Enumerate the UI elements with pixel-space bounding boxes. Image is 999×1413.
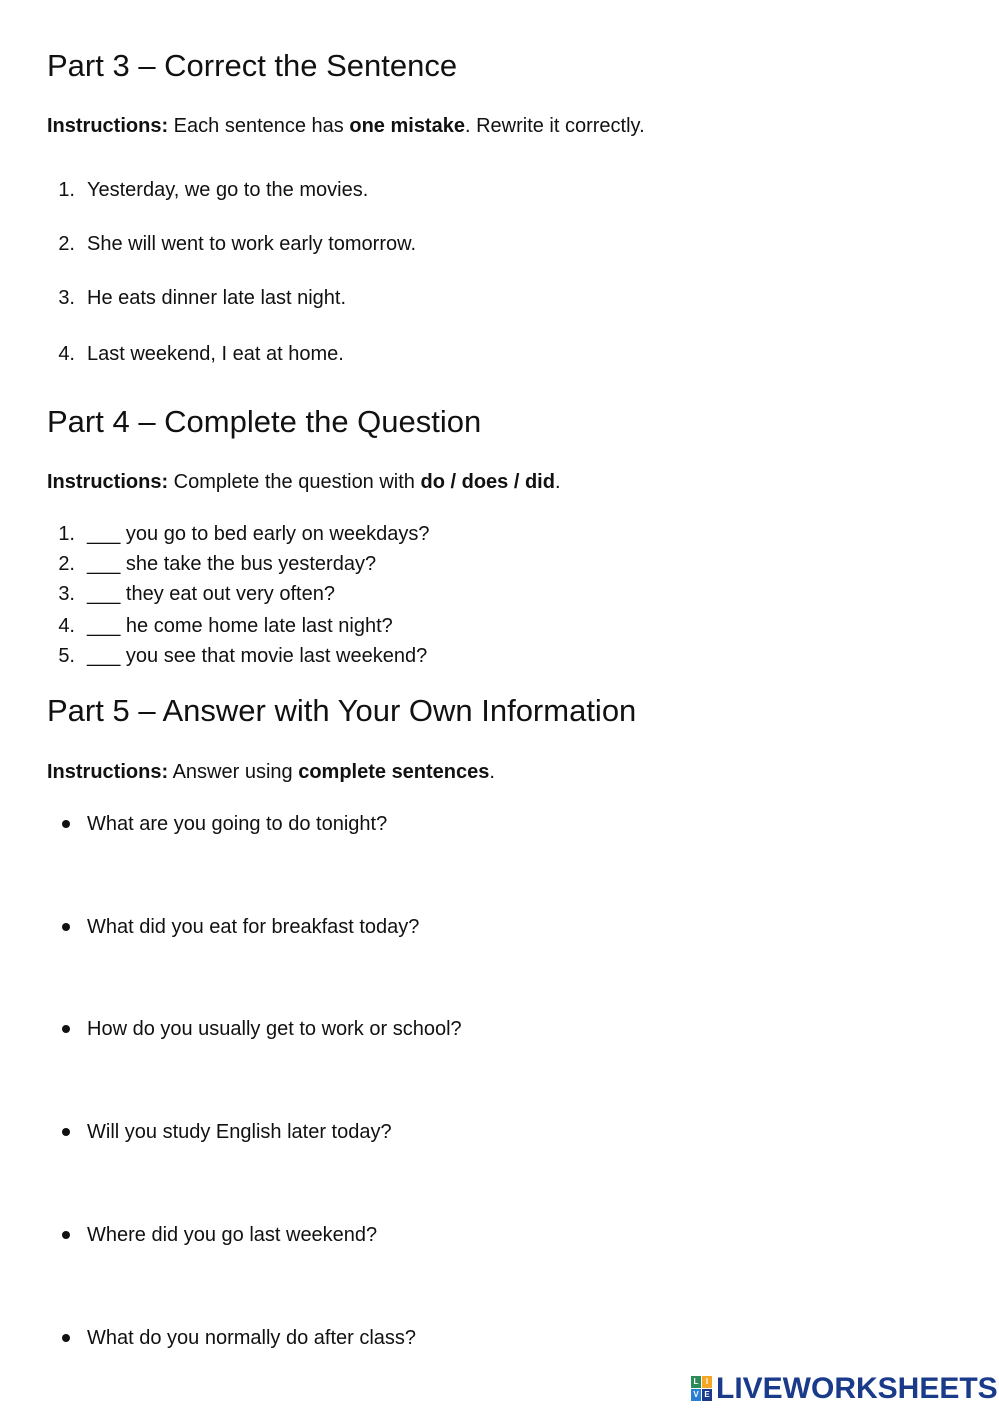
- part3-instructions-emphasis: one mistake: [349, 115, 465, 137]
- part3-instructions-post: . Rewrite it correctly.: [464, 115, 645, 137]
- part5-question: Will you study English later today?: [87, 1121, 392, 1143]
- bullet-icon: [62, 1231, 70, 1239]
- part4-item-text: ___ he come home late last night?: [87, 615, 393, 637]
- part3-item-number: 2.: [58, 233, 75, 255]
- liveworksheets-logo: [691, 1374, 998, 1404]
- part5-instructions-pre: Answer using: [168, 761, 299, 783]
- part5-instructions-post: .: [489, 761, 495, 783]
- part4-item-text: ___ you see that movie last weekend?: [87, 645, 428, 667]
- logo-mark-letter: E: [702, 1389, 712, 1401]
- part5-question: What are you going to do tonight?: [87, 813, 388, 835]
- part4-instructions-pre: Complete the question with: [168, 471, 421, 493]
- part5-heading: Part 5 – Answer with Your Own Information: [47, 693, 637, 728]
- part4-item-number: 3.: [58, 583, 75, 605]
- part5-instructions-emphasis: complete sentences: [298, 761, 490, 783]
- part5-instructions-label: Instructions:: [47, 761, 169, 783]
- part4-item-number: 5.: [58, 645, 75, 667]
- part5-question: How do you usually get to work or school?: [87, 1018, 462, 1040]
- part3-item-text: He eats dinner late last night.: [87, 287, 347, 309]
- part5-question: What do you normally do after class?: [87, 1327, 417, 1349]
- part3-item-number: 1.: [58, 179, 75, 201]
- part4-item-number: 4.: [58, 615, 75, 637]
- bullet-icon: [62, 1128, 70, 1136]
- logo-mark-letter: V: [691, 1389, 701, 1401]
- part3-item-text: Yesterday, we go to the movies.: [87, 179, 369, 201]
- part3-instructions-label: Instructions:: [47, 115, 169, 137]
- part4-item-text: ___ you go to bed early on weekdays?: [87, 523, 430, 545]
- liveworksheets-logo-icon: [691, 1376, 713, 1402]
- part4-instructions-emphasis: do / does / did: [420, 471, 555, 493]
- part4-heading: Part 4 – Complete the Question: [47, 404, 482, 439]
- part5-instructions: [47, 760, 495, 784]
- part5-question: What did you eat for breakfast today?: [87, 916, 420, 938]
- part3-heading: Part 3 – Correct the Sentence: [47, 48, 458, 83]
- part3-item-text: Last weekend, I eat at home.: [87, 343, 344, 365]
- part4-instructions-label: Instructions:: [47, 471, 169, 493]
- part3-item-text: She will went to work early tomorrow.: [87, 233, 417, 255]
- part4-item-number: 1.: [58, 523, 75, 545]
- part3-item-number: 4.: [58, 343, 75, 365]
- part3-instructions: [47, 114, 645, 138]
- bullet-icon: [62, 1025, 70, 1033]
- part5-question: Where did you go last weekend?: [87, 1224, 378, 1246]
- logo-mark-letter: I: [702, 1376, 712, 1388]
- liveworksheets-logo-text: LIVEWORKSHEETS: [716, 1372, 998, 1405]
- bullet-icon: [62, 923, 70, 931]
- part3-item-number: 3.: [58, 287, 75, 309]
- bullet-icon: [62, 820, 70, 828]
- part4-item-number: 2.: [58, 553, 75, 575]
- bullet-icon: [62, 1334, 70, 1342]
- part4-item-text: ___ she take the bus yesterday?: [87, 553, 377, 575]
- part4-instructions: [47, 470, 561, 494]
- part4-instructions-post: .: [554, 471, 561, 493]
- part3-instructions-pre: Each sentence has: [168, 115, 350, 137]
- logo-mark-letter: L: [691, 1376, 701, 1388]
- part4-item-text: ___ they eat out very often?: [87, 583, 335, 605]
